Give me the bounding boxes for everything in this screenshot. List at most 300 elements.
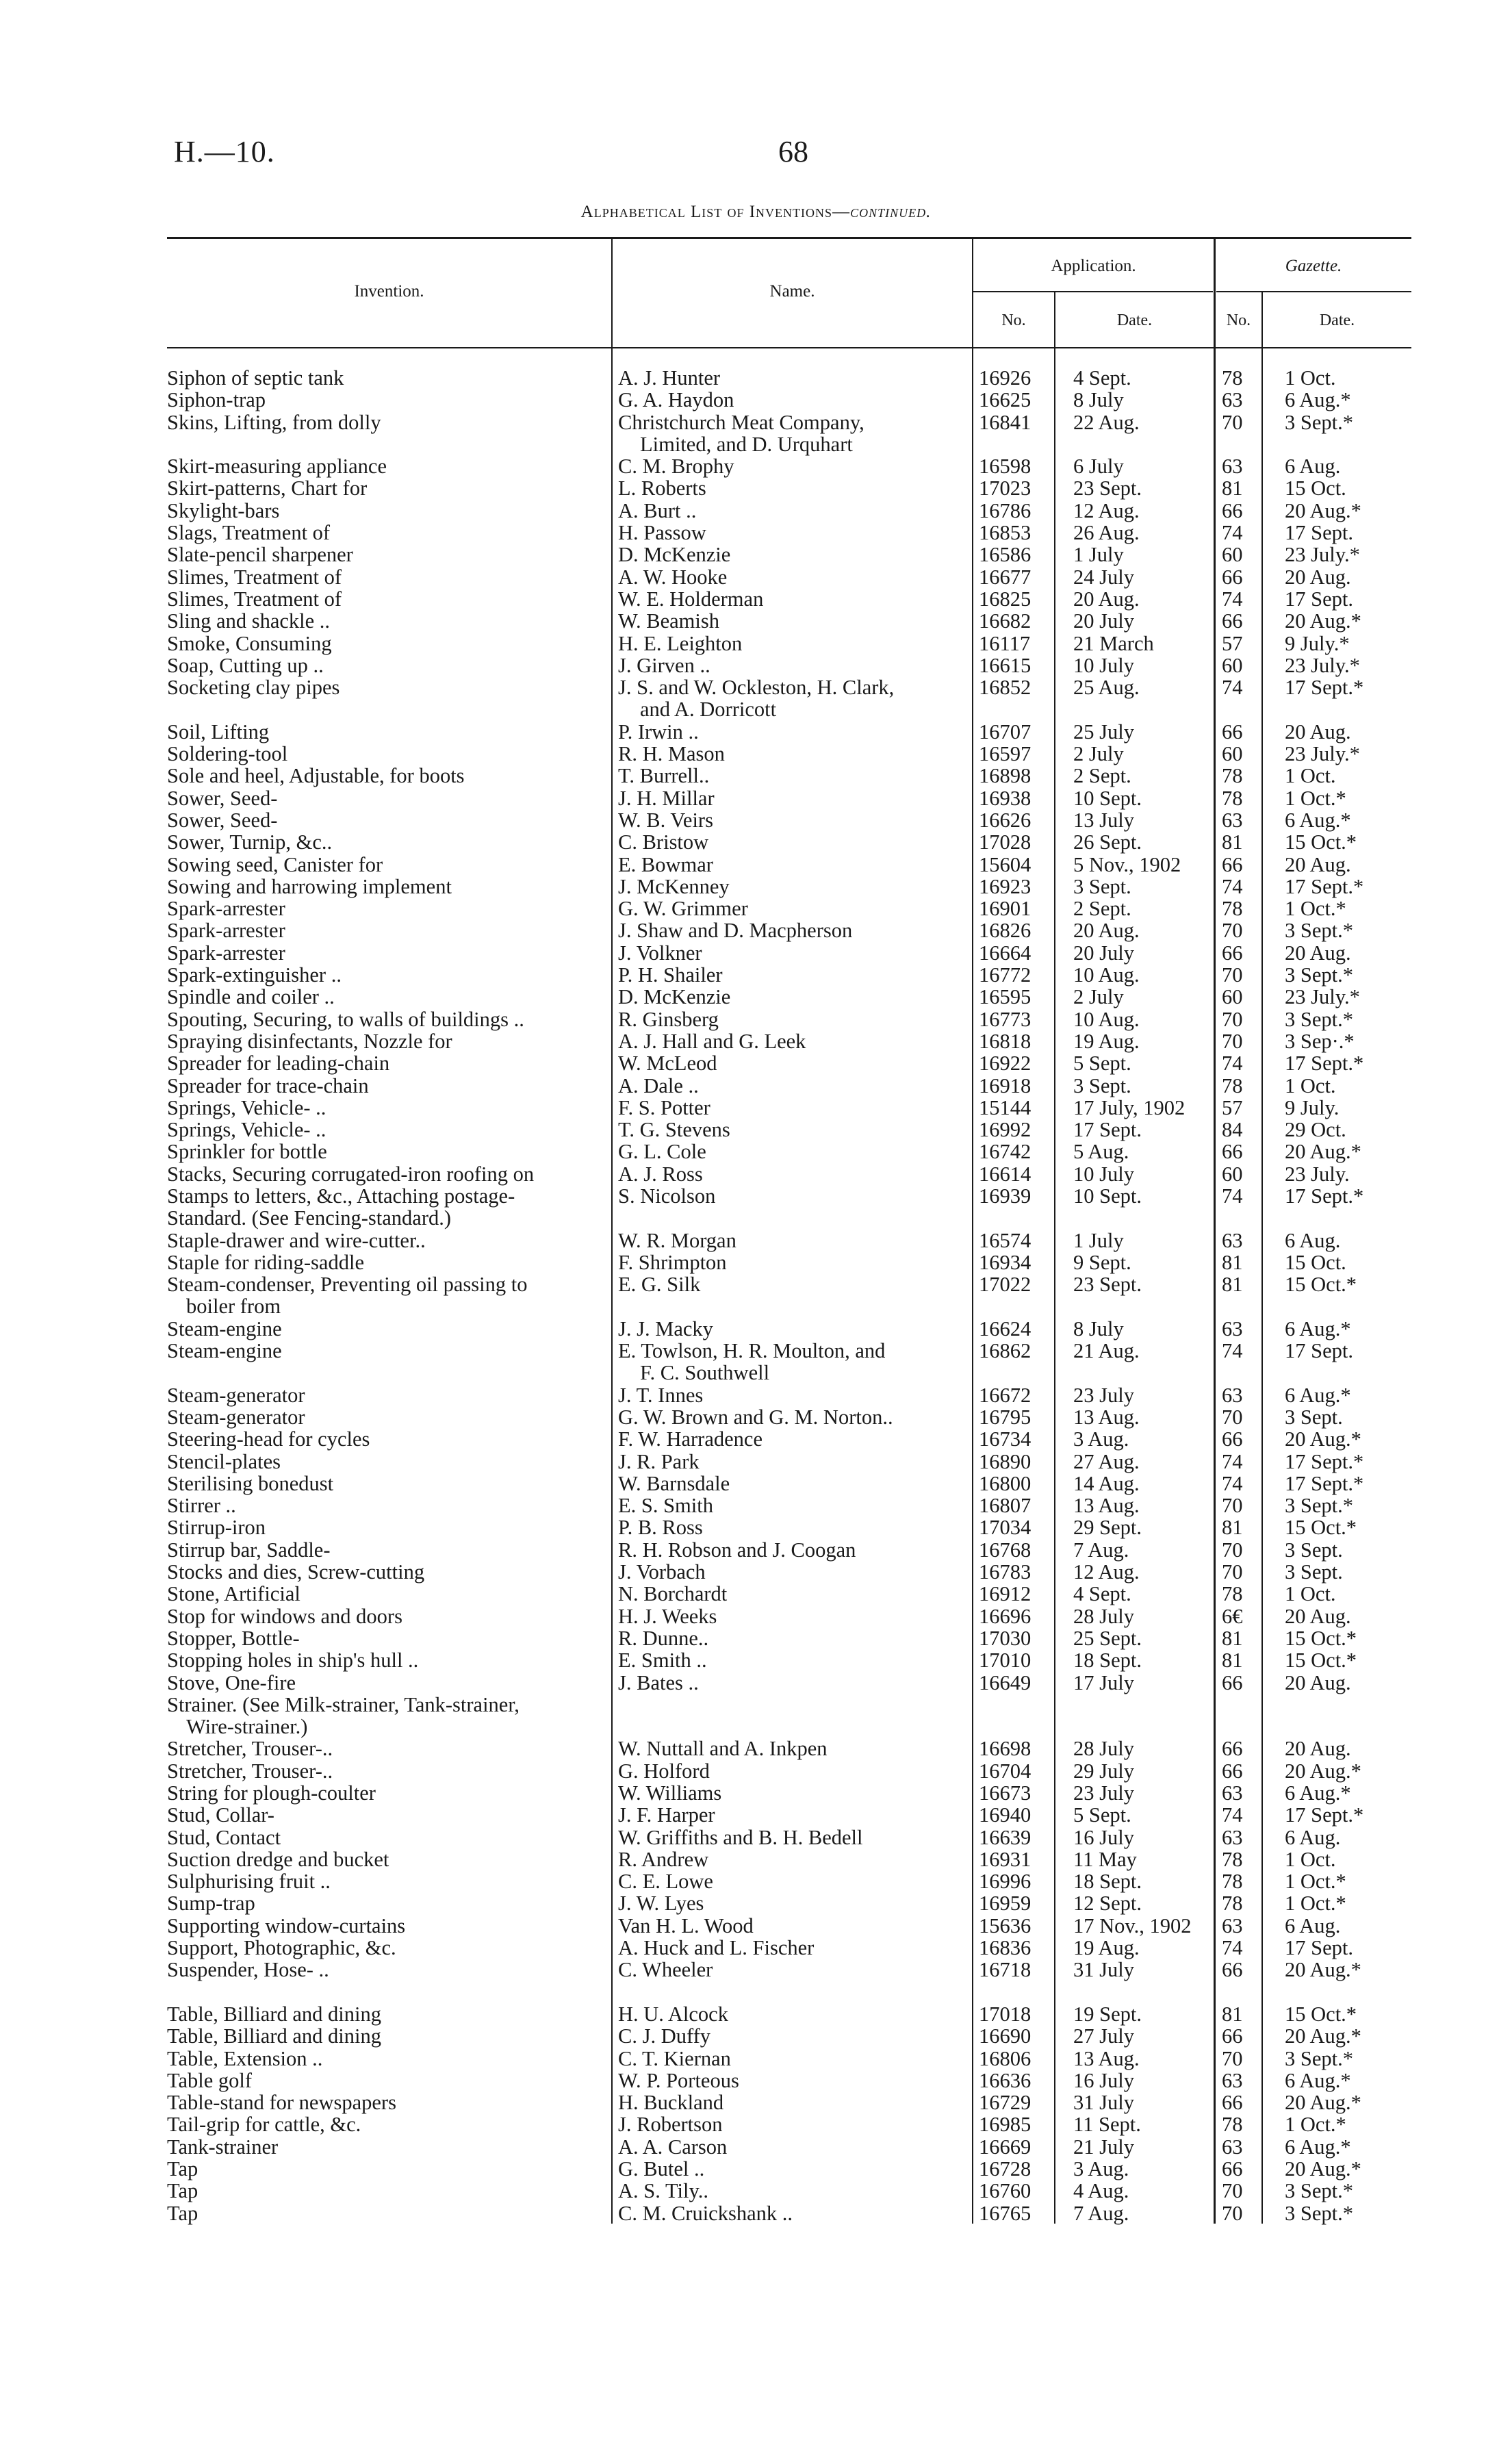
application-number-cell: 16806 [979,2046,1032,2070]
application-number-cell: 16704 [979,1759,1032,1783]
table-row [0,1782,1512,1804]
name-cell: G. Butel .. [618,2157,705,2181]
table-row [0,1008,1512,1030]
application-date-cell: 20 Aug. [1073,587,1140,611]
gazette-number-cell: 70 [1222,2201,1243,2225]
gazette-number-cell: 63 [1222,1383,1243,1407]
application-date-cell: 1 July [1073,543,1124,567]
app-no-heading: No. [1001,311,1026,329]
application-number-cell: 16595 [979,985,1032,1009]
application-date-cell: 25 Aug. [1073,676,1140,700]
table-row [0,1915,1512,1937]
name-cell: E. Bowmar [618,852,713,876]
gazette-date-cell: 17 Sept.* [1285,1052,1364,1076]
invention-cell: Tail-grip for cattle, &c. [167,2113,361,2137]
table-row [0,2158,1512,2180]
application-number-cell: 17010 [979,1649,1032,1672]
invention-cell: Spindle and coiler .. [167,985,335,1009]
table-row [0,1318,1512,1340]
application-date-cell: 2 July [1073,742,1124,766]
gazette-number-cell: 81 [1222,476,1243,500]
name-cell: J. R. Park [618,1449,700,1473]
gazette-date-cell: 20 Aug.* [1285,1427,1361,1451]
application-date-cell: 25 Sept. [1073,1626,1142,1650]
application-number-cell: 16959 [979,1892,1032,1916]
application-date-cell: 28 July [1073,1737,1134,1761]
gazette-number-cell: 81 [1222,830,1243,854]
name-cell: J. Bates .. [618,1670,699,1694]
name-cell: C. E. Lowe [618,1870,713,1894]
name-cell: W. Barnsdale [618,1471,730,1495]
gazette-number-cell: 66 [1222,852,1243,876]
name-cell: C. J. Duffy [618,2024,711,2048]
gazette-date-cell: 3 Sept.* [1285,1007,1353,1031]
application-number-cell: 17028 [979,830,1032,854]
name-cell: J. F. Harper [618,1803,715,1827]
name-cell: W. R. Morgan [618,1228,736,1252]
table-row [0,588,1512,610]
gazette-number-cell: 70 [1222,919,1243,943]
invention-cell: Sump-trap [167,1892,255,1916]
application-number-cell: 16768 [979,1538,1032,1562]
gazette-number-cell: 74 [1222,1052,1243,1076]
gazette-rule [1216,291,1411,292]
name-cell: J. W. Lyes [618,1892,704,1916]
application-date-cell: 14 Aug. [1073,1471,1140,1495]
gazette-date-cell: 6 Aug. [1285,1913,1341,1937]
gazette-date-cell: 20 Aug.* [1285,2157,1361,2181]
application-date-cell: 27 July [1073,2024,1134,2048]
gazette-date-cell: 23 July.* [1285,543,1360,567]
name-cell: A. A. Carson [618,2135,728,2159]
invention-cell: Sower, Turnip, &c.. [167,830,333,854]
name-cell: F. W. Harradence [618,1427,763,1451]
application-date-cell: 2 Sept. [1073,764,1131,788]
name-cell: H. E. Leighton [618,631,743,655]
table-row [0,455,1512,477]
name-cell: J. Robertson [618,2113,723,2137]
name-cell: R. Andrew [618,1847,709,1871]
gazette-date-cell: 17 Sept.* [1285,874,1364,898]
gazette-number-cell: 66 [1222,2024,1243,2048]
gazette-number-cell: 60 [1222,543,1243,567]
name-cell: C. Bristow [618,830,709,854]
name-cell: J. Girven .. [618,653,710,677]
application-date-cell: 16 July [1073,1825,1134,1849]
gazette-date-cell: 1 Oct. [1285,1847,1336,1871]
application-number-cell: 16783 [979,1560,1032,1584]
gazette-number-cell: 70 [1222,1007,1243,1031]
gazette-date-cell: 1 Oct. [1285,1582,1336,1606]
table-row [0,500,1512,522]
application-number-cell: 16639 [979,1825,1032,1849]
application-date-cell: 24 July [1073,565,1134,589]
application-number-cell: 16615 [979,653,1032,677]
gazette-number-cell: 66 [1222,941,1243,965]
gazette-date-cell: 15 Oct. [1285,476,1346,500]
gazette-date-cell: 20 Aug.* [1285,1759,1361,1783]
gazette-date-cell: 3 Sept.* [1285,2046,1353,2070]
invention-cell: Sling and shackle .. [167,609,331,633]
invention-cell: Socketing clay pipes [167,676,340,700]
application-date-cell: 12 Sept. [1073,1892,1142,1916]
gazette-number-cell: 66 [1222,565,1243,589]
table-row [0,831,1512,853]
gazette-date-cell: 1 Oct. [1285,764,1336,788]
table-row [0,1052,1512,1074]
invention-cell: Spark-arrester [167,919,285,943]
invention-cell: Table, Billiard and dining [167,2002,381,2026]
gazette-number-cell: 74 [1222,874,1243,898]
application-date-cell: 5 Sept. [1073,1803,1131,1827]
gazette-date-cell: 20 Aug.* [1285,2091,1361,2115]
invention-cell: Steam-condenser, Preventing oil passing to [167,1273,528,1297]
name-cell: G. A. Haydon [618,388,734,412]
invention-cell: Table, Extension .. [167,2046,323,2070]
name-cell: W. Griffiths and B. H. Bedell [618,1825,863,1849]
application-number-cell: 16734 [979,1427,1032,1451]
gazette-number-cell: 78 [1222,2113,1243,2137]
name-cell: W. Beamish [618,609,719,633]
table-row [0,2048,1512,2070]
application-number-cell: 16996 [979,1870,1032,1894]
application-number-cell: 16807 [979,1494,1032,1518]
application-date-cell: 10 Sept. [1073,1184,1142,1208]
gazette-date-cell: 9 July. [1285,1095,1340,1119]
invention-cell: Steam-engine [167,1317,282,1340]
invention-cell: Suspender, Hose- .. [167,1958,329,1982]
application-number-cell: 16926 [979,366,1032,390]
application-date-cell: 2 Sept. [1073,897,1131,921]
gazette-number-cell: 78 [1222,366,1243,390]
gazette-number-cell: 63 [1222,2068,1243,2092]
gazette-date-cell: 17 Sept.* [1285,676,1364,700]
application-number-cell: 15144 [979,1095,1032,1119]
name-cell: A. Huck and L. Fischer [618,1936,815,1960]
gazette-number-cell: 78 [1222,764,1243,788]
table-top-rule [167,237,1411,239]
name-cell: Christchurch Meat Company, [618,410,864,434]
gazette-date-cell: 1 Oct.* [1285,786,1346,810]
table-row [0,964,1512,986]
name-cell: J. Vorbach [618,1560,706,1584]
table-row [0,1516,1512,1538]
name-cell: P. H. Shailer [618,963,723,987]
application-number-cell: 16939 [979,1184,1032,1208]
gazette-date-cell: 1 Oct.* [1285,897,1346,921]
table-row [0,942,1512,964]
gazette-date-cell: 20 Aug.* [1285,609,1361,633]
name-heading: Name. [769,282,815,301]
invention-cell: boiler from [186,1295,281,1319]
invention-cell: Stirrup-iron [167,1516,266,1540]
table-row [0,544,1512,565]
invention-cell: Steam-generator [167,1405,305,1429]
name-cell: J. Shaw and D. Macpherson [618,919,853,943]
gazette-number-cell: 66 [1222,1427,1243,1451]
gazette-number-cell: 66 [1222,720,1243,743]
gazette-date-cell: 1 Oct. [1285,366,1336,390]
application-date-cell: 17 July, 1902 [1073,1095,1186,1119]
application-number-cell: 16826 [979,919,1032,943]
gazette-number-cell: 74 [1222,1184,1243,1208]
application-number-cell: 16729 [979,2091,1032,2115]
table-row [0,1981,1512,2003]
application-date-cell: 4 Aug. [1073,2179,1129,2203]
name-cell: J. T. Innes [618,1383,704,1407]
invention-cell: Tap [167,2179,198,2203]
table-row [0,2025,1512,2047]
gazette-date-cell: 6 Aug.* [1285,1317,1351,1340]
application-date-cell: 2 July [1073,985,1124,1009]
application-date-cell: 23 Sept. [1073,476,1142,500]
gazette-date-cell: 3 Sept.* [1285,963,1353,987]
table-row [0,1185,1512,1207]
name-cell: F. S. Potter [618,1095,710,1119]
gazette-date-cell: 20 Aug. [1285,1670,1351,1694]
table-row [0,2091,1512,2113]
table-row [0,633,1512,654]
table-row [0,1738,1512,1759]
invention-cell: Sower, Seed- [167,786,278,810]
table-row [0,1959,1512,1981]
application-number-cell: 16682 [979,609,1032,633]
application-date-cell: 21 March [1073,631,1154,655]
table-row [0,876,1512,898]
application-date-cell: 22 Aug. [1073,410,1140,434]
name-cell: and A. Dorricott [640,698,777,722]
table-row [0,743,1512,765]
gazette-number-cell: 60 [1222,985,1243,1009]
application-number-cell: 16626 [979,808,1032,832]
table-row [0,986,1512,1008]
application-number-cell: 16718 [979,1958,1032,1982]
gazette-number-cell: 81 [1222,1649,1243,1672]
gazette-date-cell: 3 Sept.* [1285,2201,1353,2225]
name-cell: E. G. Silk [618,1273,701,1297]
gazette-date-cell: 6 Aug. [1285,455,1341,479]
invention-cell: Staple-drawer and wire-cutter.. [167,1228,426,1252]
name-cell: W. McLeod [618,1052,717,1076]
application-date-cell: 17 Sept. [1073,1118,1142,1142]
name-cell: W. B. Veirs [618,808,713,832]
gazette-heading-text: Gazette. [1285,257,1342,275]
invention-cell: Tank-strainer [167,2135,279,2159]
application-date-cell: 19 Aug. [1073,1029,1140,1053]
gazette-date-cell: 17 Sept. [1285,1339,1353,1363]
gazette-date-cell: 20 Aug.* [1285,2024,1361,2048]
gazette-date-cell: 23 July.* [1285,742,1360,766]
application-date-cell: 5 Aug. [1073,1140,1129,1164]
application-number-cell: 16696 [979,1604,1032,1628]
table-row [0,898,1512,919]
gazette-number-cell: 81 [1222,1250,1243,1274]
name-cell: A. J. Hall and G. Leek [618,1029,806,1053]
gazette-date-cell: 3 Sept. [1285,1538,1343,1562]
table-row [0,1672,1512,1694]
name-cell: H. Buckland [618,2091,724,2115]
application-number-cell: 16992 [979,1118,1032,1142]
table-row [0,1804,1512,1826]
gazette-date-cell: 6 Aug.* [1285,1781,1351,1805]
gazette-number-cell: 74 [1222,587,1243,611]
application-number-cell: 16985 [979,2113,1032,2137]
application-number-cell: 16765 [979,2201,1032,2225]
table-row [0,1760,1512,1782]
table-row [0,1406,1512,1428]
application-number-cell: 16922 [979,1052,1032,1076]
application-date-cell: 18 Sept. [1073,1870,1142,1894]
name-cell: R. Dunne.. [618,1626,709,1650]
invention-cell: Suction dredge and bucket [167,1847,389,1871]
gazette-date-cell: 3 Sept.* [1285,919,1353,943]
invention-cell: Stop for windows and doors [167,1604,402,1628]
gazette-date-cell: 17 Sept.* [1285,1471,1364,1495]
invention-cell: Sole and heel, Adjustable, for boots [167,764,465,788]
table-row [0,367,1512,389]
application-date-cell: 21 Aug. [1073,1339,1140,1363]
application-date-cell: 29 July [1073,1759,1134,1783]
name-cell: J. J. Macky [618,1317,713,1340]
name-cell: Limited, and D. Urquhart [640,432,853,456]
table-row [0,1075,1512,1097]
application-number-cell: 16862 [979,1339,1032,1363]
application-date-cell: 13 July [1073,808,1134,832]
application-date-cell: 11 Sept. [1073,2113,1141,2137]
invention-cell: Smoke, Consuming [167,631,332,655]
table-row [0,721,1512,743]
gazette-date-cell: 17 Sept. [1285,521,1353,545]
table-row [0,1848,1512,1870]
application-date-cell: 7 Aug. [1073,2201,1129,2225]
gazette-date-cell: 15 Oct.* [1285,2002,1357,2026]
invention-cell: Skylight-bars [167,498,280,522]
gazette-date-cell: 20 Aug. [1285,720,1351,743]
application-number-cell: 16574 [979,1228,1032,1252]
invention-cell: Standard. (See Fencing-standard.) [167,1206,452,1230]
table-row [0,1030,1512,1052]
application-date-cell: 10 Aug. [1073,1007,1140,1031]
name-cell: E. Towlson, H. R. Moulton, and [618,1339,886,1363]
application-date-cell: 5 Sept. [1073,1052,1131,1076]
table-row [0,2136,1512,2158]
gazette-number-cell: 70 [1222,1405,1243,1429]
gazette-date-cell: 20 Aug. [1285,1604,1351,1628]
gazette-number-cell: 63 [1222,455,1243,479]
gazette-number-cell: 66 [1222,1737,1243,1761]
gazette-date-cell: 23 July.* [1285,985,1360,1009]
table-row [0,411,1512,433]
application-date-cell: 7 Aug. [1073,1538,1129,1562]
application-date-cell: 9 Sept. [1073,1250,1131,1274]
name-cell: J. Volkner [618,941,702,965]
application-date-cell: 26 Sept. [1073,830,1142,854]
gazette-date-cell: 20 Aug.* [1285,498,1361,522]
table-row [0,1340,1512,1362]
application-date-cell: 20 July [1073,609,1134,633]
application-number-cell: 16923 [979,874,1032,898]
application-number-cell: 16672 [979,1383,1032,1407]
application-date-cell: 8 July [1073,388,1124,412]
table-row [0,477,1512,499]
invention-cell: Spark-arrester [167,941,285,965]
application-number-cell: 16636 [979,2068,1032,2092]
invention-cell: Stretcher, Trouser-.. [167,1737,333,1761]
name-cell: F. C. Southwell [640,1361,770,1385]
gaz-date-heading: Date. [1319,311,1355,329]
name-cell: A. Burt .. [618,498,697,522]
table-row [0,2070,1512,2091]
name-cell: G. W. Grimmer [618,897,748,921]
table-row [0,765,1512,787]
table-row [0,1473,1512,1495]
name-cell: H. U. Alcock [618,2002,728,2026]
invention-cell: Strainer. (See Milk-strainer, Tank-strainer, [167,1692,520,1716]
application-date-cell: 19 Aug. [1073,1936,1140,1960]
invention-cell: Staple for riding-saddle [167,1250,364,1274]
application-number-cell: 16614 [979,1162,1032,1186]
name-cell: D. McKenzie [618,543,731,567]
application-number-cell: 16795 [979,1405,1032,1429]
page-title-suffix: continued. [850,203,932,221]
application-date-cell: 3 Aug. [1073,1427,1129,1451]
table-row [0,1428,1512,1450]
application-date-cell: 29 Sept. [1073,1516,1142,1540]
gazette-number-cell: 66 [1222,1958,1243,1982]
gazette-number-cell: 74 [1222,1936,1243,1960]
table-row [0,566,1512,588]
application-number-cell: 16836 [979,1936,1032,1960]
gazette-number-cell: 63 [1222,808,1243,832]
application-number-cell: 16934 [979,1250,1032,1274]
invention-cell: Sulphurising fruit .. [167,1870,331,1894]
invention-cell: Support, Photographic, &c. [167,1936,396,1960]
gazette-date-cell: 17 Sept. [1285,1936,1353,1960]
name-cell: R. H. Mason [618,742,725,766]
invention-heading: Invention. [354,282,424,301]
table-row [0,389,1512,411]
invention-cell: Siphon-trap [167,388,266,412]
application-date-cell: 23 July [1073,1383,1134,1407]
table-row [0,1583,1512,1605]
application-number-cell: 17023 [979,476,1032,500]
gazette-date-cell: 15 Oct. [1285,1250,1346,1274]
invention-cell: Stopper, Bottle- [167,1626,300,1650]
application-number-cell: 16664 [979,941,1032,965]
gazette-number-cell: 66 [1222,609,1243,633]
application-date-cell: 28 July [1073,1604,1134,1628]
application-heading: Application. [1051,257,1136,275]
table-body [0,367,1512,2224]
name-cell: G. L. Cole [618,1140,706,1164]
name-cell: F. Shrimpton [618,1250,727,1274]
application-number-cell: 16586 [979,543,1032,567]
gazette-number-cell: 70 [1222,1560,1243,1584]
gazette-number-cell: 60 [1222,1162,1243,1186]
invention-cell: Spark-extinguisher .. [167,963,342,987]
application-number-cell: 16898 [979,764,1032,788]
name-cell: C. T. Kiernan [618,2046,731,2070]
gazette-date-cell: 17 Sept. [1285,587,1353,611]
table-row [0,654,1512,676]
gazette-date-cell: 20 Aug.* [1285,1958,1361,1982]
application-number-cell: 16728 [979,2157,1032,2181]
application-date-cell: 12 Aug. [1073,1560,1140,1584]
name-cell: A. S. Tily.. [618,2179,708,2203]
invention-cell: Stirrup bar, Saddle- [167,1538,331,1562]
invention-cell: Stocks and dies, Screw-cutting [167,1560,425,1584]
invention-cell: Stamps to letters, &c., Attaching postage- [167,1184,515,1208]
